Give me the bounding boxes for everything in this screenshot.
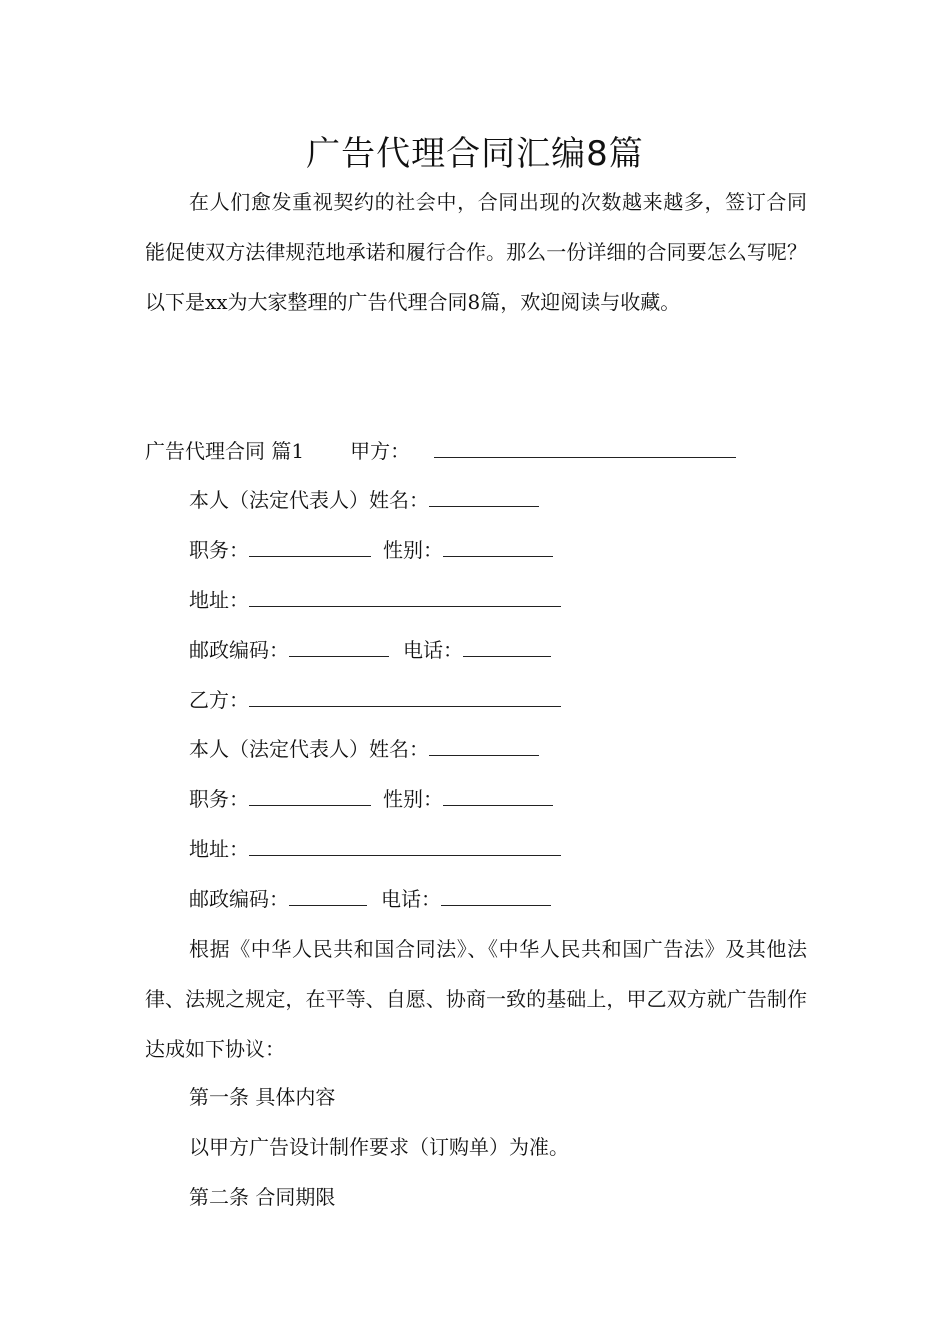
party-b-rep-blank (429, 735, 539, 756)
party-a-address-label: 地址： (189, 588, 249, 612)
document-title: 广告代理合同汇编8篇 (306, 134, 644, 174)
article1-title: 第一条 具体内容 (189, 1085, 336, 1109)
party-b-blank (249, 686, 561, 707)
party-b-label: 乙方： (189, 688, 249, 712)
party-b-address-line (189, 834, 561, 864)
party-a-phone-blank (463, 636, 551, 657)
party-b-position-line (189, 784, 553, 814)
party-a-address-line (189, 585, 561, 615)
party-a-postcode-blank (289, 636, 389, 657)
party-b-position-label: 职务： (189, 787, 249, 811)
party-b-postcode-line (189, 884, 551, 914)
article2-title: 第二条 合同期限 (189, 1185, 336, 1209)
party-b-address-label: 地址： (189, 837, 249, 861)
article1-body: 以甲方广告设计制作要求（订购单）为准。 (189, 1135, 569, 1159)
party-a-postcode-line (189, 635, 551, 665)
party-b-rep-label: 本人（法定代表人）姓名： (189, 737, 429, 761)
party-a-label: 甲方： (350, 439, 411, 463)
party-b-line (189, 685, 561, 715)
party-b-phone-label: 电话： (381, 887, 441, 911)
party-a-rep-blank (429, 486, 539, 507)
party-a-position-blank (249, 536, 371, 557)
basis-paragraph: 根据《中华人民共和国合同法》、《中华人民共和国广告法》及其他法律、法规之规定，在平等、自愿、协商一致的基础上，甲乙双方就广告制作达成如下协议： (145, 937, 807, 1061)
party-a-gender-blank (443, 536, 553, 557)
party-b-phone-blank (441, 885, 551, 906)
party-b-position-blank (249, 785, 371, 806)
intro-paragraph: 在人们愈发重视契约的社会中，合同出现的次数越来越多，签订合同能促使双方法律规范地承诺和履行合作。那么一份详细的合同要怎么写呢？以下是xx为大家整理的广告代理合同8篇，欢迎阅读与收藏。 (145, 190, 807, 314)
party-a-rep-line (189, 485, 539, 515)
party-b-postcode-blank (289, 885, 367, 906)
party-a-position-line (189, 535, 553, 565)
party-a-phone-label: 电话： (403, 638, 463, 662)
party-a-gender-label: 性别： (383, 538, 443, 562)
party-b-rep-line (189, 734, 539, 764)
party-a-blank (434, 437, 736, 458)
party-b-postcode-label: 邮政编码： (189, 887, 289, 911)
party-a-rep-label: 本人（法定代表人）姓名： (189, 488, 429, 512)
contract-heading: 广告代理合同 篇1 (145, 439, 305, 463)
party-b-gender-blank (443, 785, 553, 806)
party-b-gender-label: 性别： (383, 787, 443, 811)
party-a-address-blank (249, 586, 561, 607)
party-b-address-blank (249, 835, 561, 856)
contract-heading-line (145, 436, 736, 466)
party-a-postcode-label: 邮政编码： (189, 638, 289, 662)
party-a-position-label: 职务： (189, 538, 249, 562)
